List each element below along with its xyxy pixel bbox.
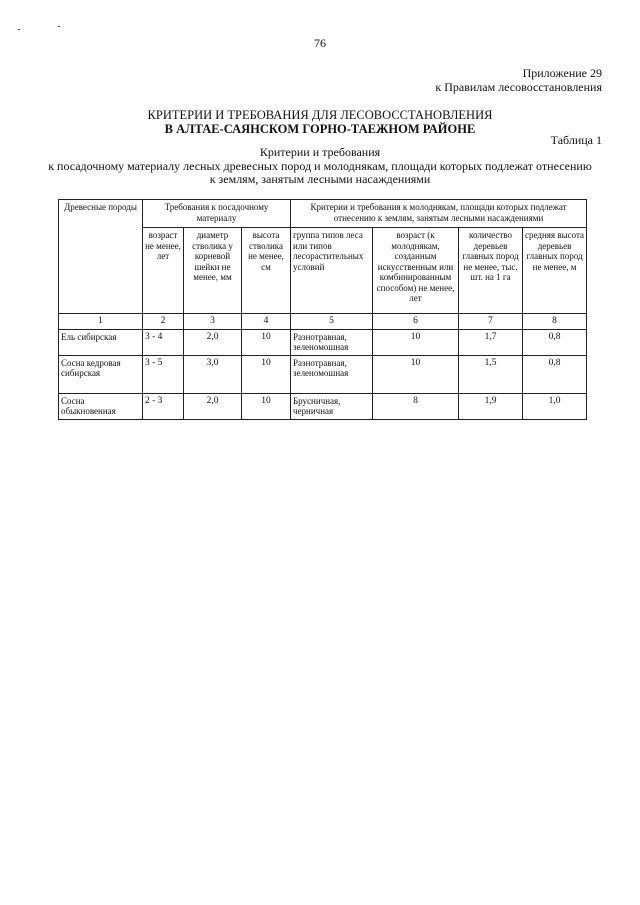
title-line: КРИТЕРИИ И ТРЕБОВАНИЯ ДЛЯ ЛЕСОВОССТАНОВЛЕНИЯ xyxy=(147,108,493,122)
header-count: количество деревьев главных пород не менее, тыс. шт. на 1 га xyxy=(459,228,523,314)
cell-avg-height: 0,8 xyxy=(523,329,587,355)
appendix-line: к Правилам лесовосстановления xyxy=(435,80,602,94)
cell-species: Ель сибирская xyxy=(59,329,143,355)
cell-age: 3 - 5 xyxy=(143,355,184,393)
cell-young-age: 8 xyxy=(373,393,459,419)
title-line: В АЛТАЕ-САЯНСКОМ ГОРНО-ТАЕЖНОМ РАЙОНЕ xyxy=(164,122,476,136)
cell-diameter: 2,0 xyxy=(184,393,242,419)
column-number: 5 xyxy=(291,314,373,330)
cell-young-age: 10 xyxy=(373,329,459,355)
table-row xyxy=(59,329,587,355)
caption-line: Критерии и требования xyxy=(259,145,381,159)
header-diameter: диаметр стволика у корневой шейки не менее, мм xyxy=(184,228,242,314)
criteria-table xyxy=(58,199,587,420)
column-number: 3 xyxy=(184,314,242,330)
cell-count: 1,5 xyxy=(459,355,523,393)
cell-forest-type: Разнотравная, зеленомошная xyxy=(291,329,373,355)
cell-avg-height: 0,8 xyxy=(523,355,587,393)
appendix-reference xyxy=(435,66,602,94)
scan-speck xyxy=(58,26,60,27)
column-number: 6 xyxy=(373,314,459,330)
column-number: 2 xyxy=(143,314,184,330)
column-number-row xyxy=(59,314,587,330)
header-age: возраст не менее, лет xyxy=(143,228,184,314)
cell-height: 10 xyxy=(242,355,291,393)
document-title xyxy=(0,108,640,136)
column-number: 8 xyxy=(523,314,587,330)
caption-line: к землям, занятым лесными насаждениями xyxy=(209,172,431,186)
cell-count: 1,9 xyxy=(459,393,523,419)
scan-speck xyxy=(18,29,20,30)
header-avg-height: средняя высота деревьев главных пород не менее, м xyxy=(523,228,587,314)
column-number: 7 xyxy=(459,314,523,330)
cell-diameter: 2,0 xyxy=(184,329,242,355)
cell-forest-type: Разнотравная, зеленомошная xyxy=(291,355,373,393)
cell-count: 1,7 xyxy=(459,329,523,355)
table-label: Таблица 1 xyxy=(550,133,602,147)
column-number: 1 xyxy=(59,314,143,330)
cell-avg-height: 1,0 xyxy=(523,393,587,419)
header-species: Древесные породы xyxy=(59,200,143,314)
header-young-group: Критерии и требования к молоднякам, площади которых подлежат отнесению к землям, занятым лесными насаждениями xyxy=(291,200,587,228)
cell-age: 2 - 3 xyxy=(143,393,184,419)
header-forest-type: группа типов леса или типов лесорастительных условий xyxy=(291,228,373,314)
cell-forest-type: Брусничная, черничная xyxy=(291,393,373,419)
header-planting-group: Требования к посадочному материалу xyxy=(143,200,291,228)
page-number: 76 xyxy=(314,36,326,50)
cell-young-age: 10 xyxy=(373,355,459,393)
caption-line: к посадочному материалу лесных древесных пород и молоднякам, площади которых подлежат отнесению xyxy=(48,158,592,173)
cell-age: 3 - 4 xyxy=(143,329,184,355)
cell-diameter: 3,0 xyxy=(184,355,242,393)
cell-species: Сосна кедровая сибирская xyxy=(59,355,143,393)
table-row xyxy=(59,393,587,419)
cell-species: Сосна обыкновенная xyxy=(59,393,143,419)
table-caption xyxy=(0,146,640,187)
appendix-line: Приложение 29 xyxy=(522,66,602,80)
header-row xyxy=(59,200,587,228)
cell-height: 10 xyxy=(242,329,291,355)
table-row xyxy=(59,355,587,393)
cell-height: 10 xyxy=(242,393,291,419)
column-number: 4 xyxy=(242,314,291,330)
header-height: высота стволика не менее, см xyxy=(242,228,291,314)
header-young-age: возраст (к молоднякам, созданным искусственным или комбинированным способом) не менее, лет xyxy=(373,228,459,314)
